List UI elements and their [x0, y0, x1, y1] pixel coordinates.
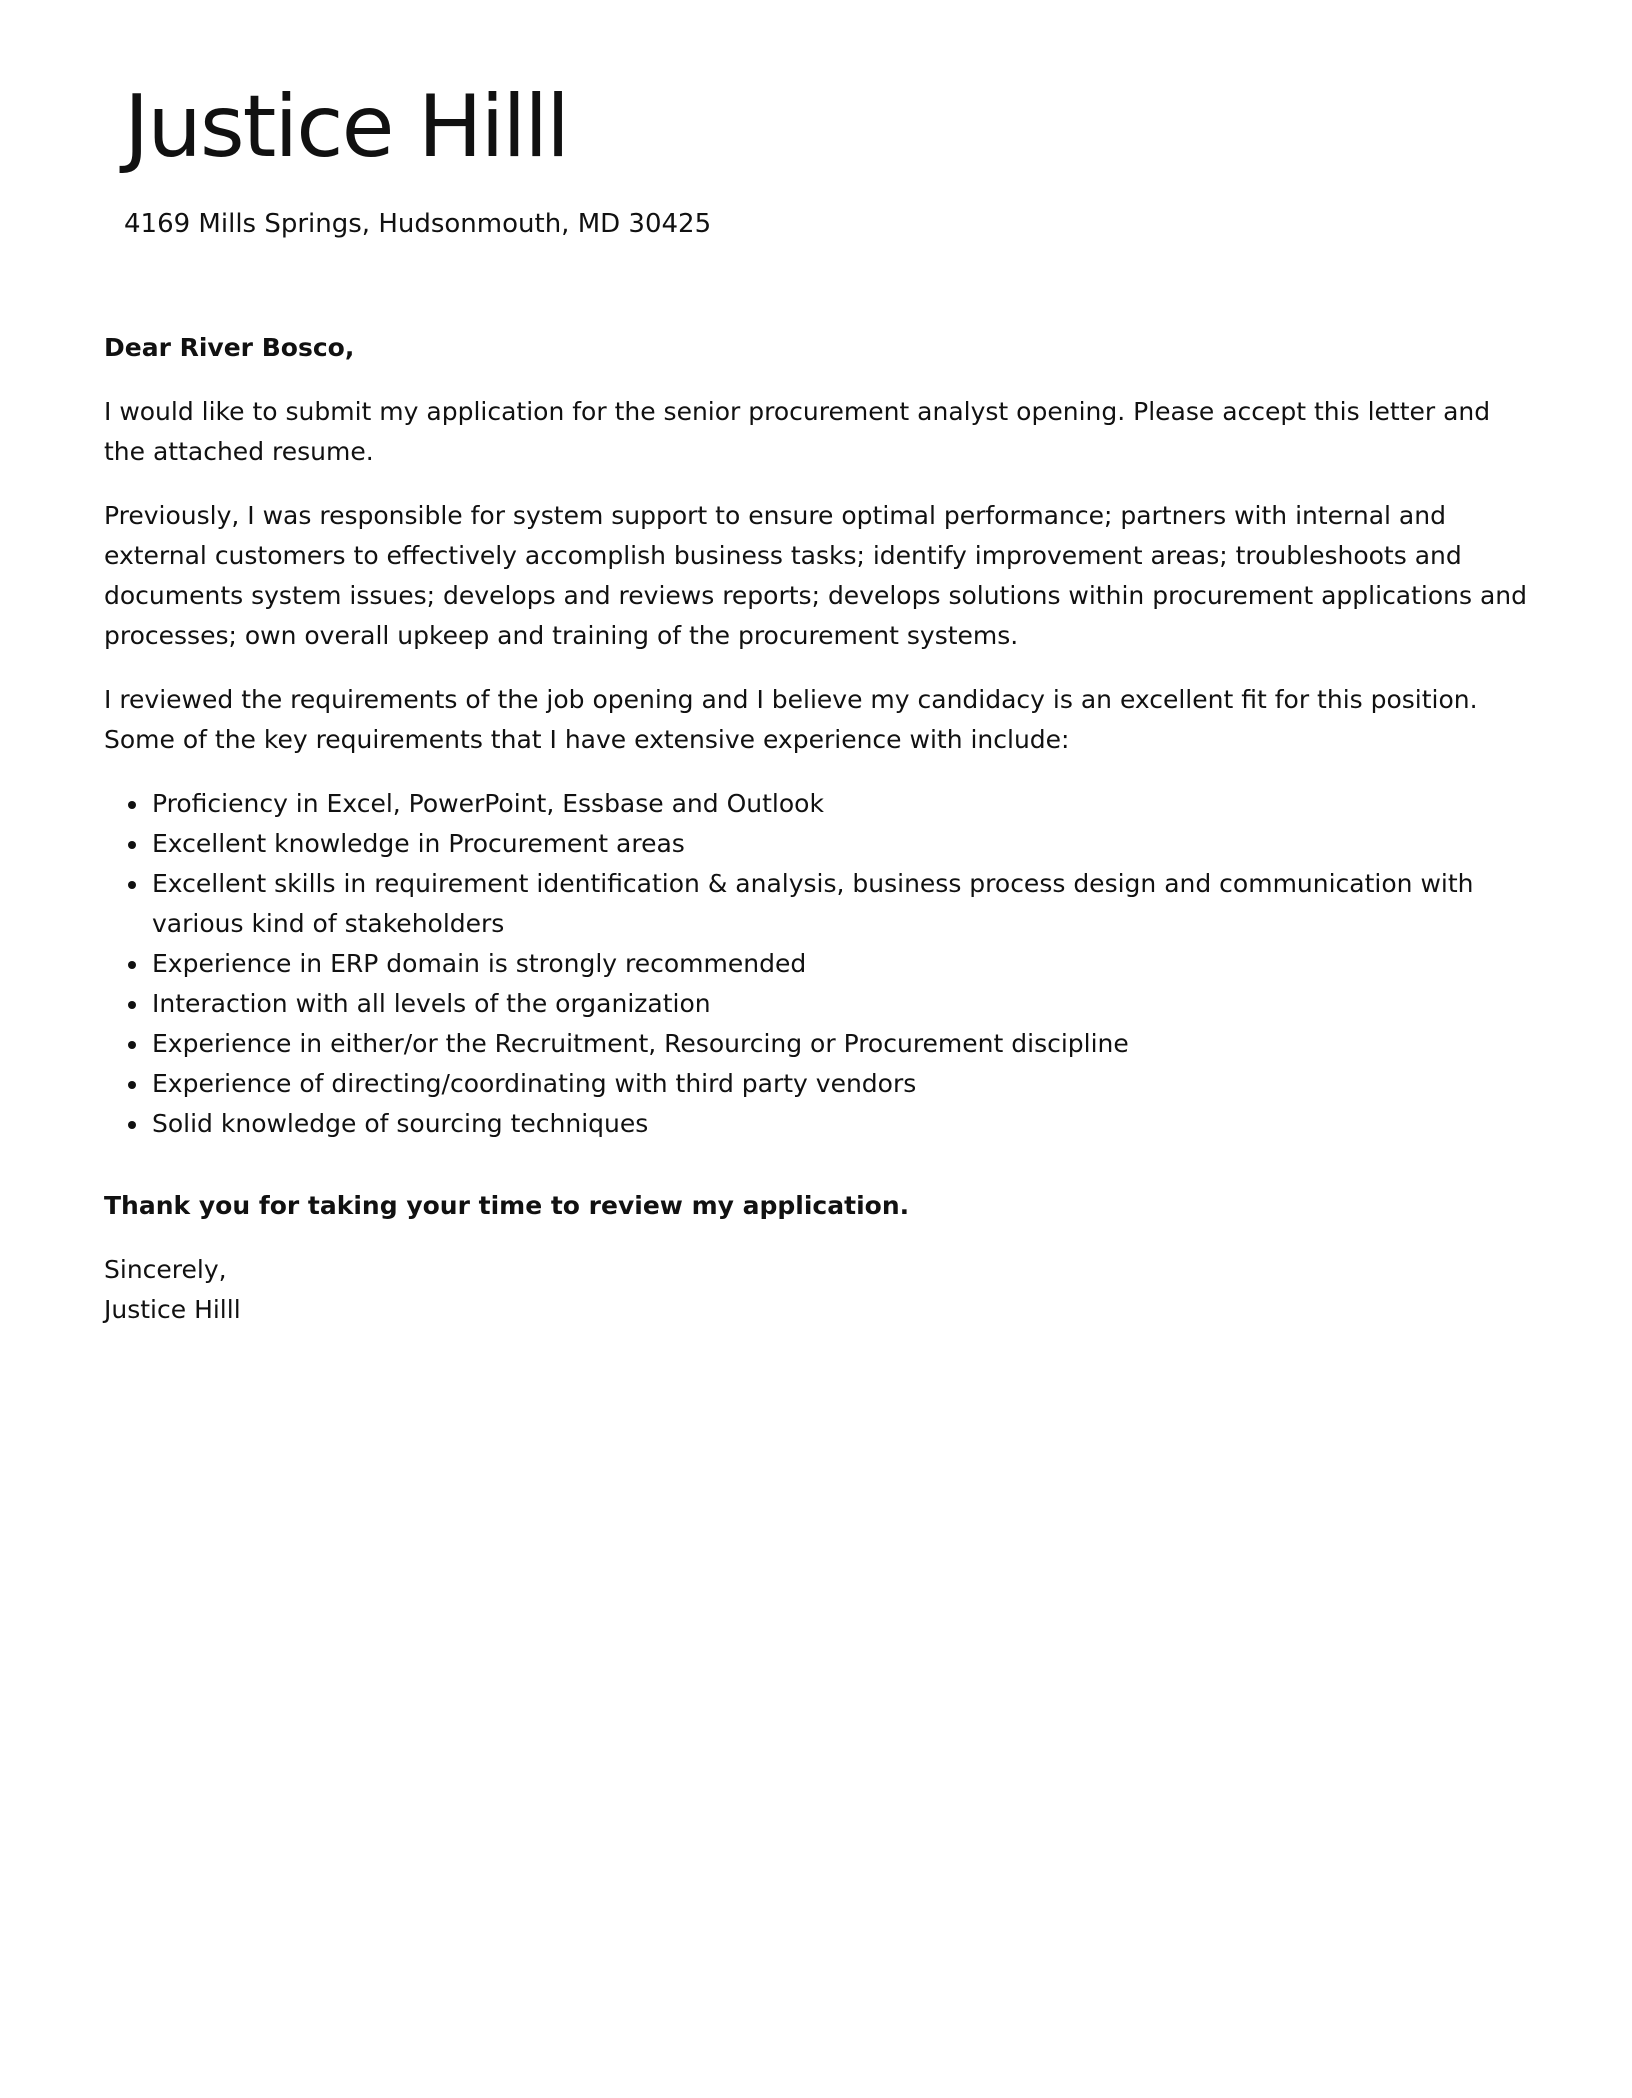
- list-item: Interaction with all levels of the organization: [152, 984, 1534, 1024]
- list-item: Excellent skills in requirement identification & analysis, business process design and communication with various kind of stakeholders: [152, 864, 1534, 944]
- applicant-address: 4169 Mills Springs, Hudsonmouth, MD 30425: [124, 209, 712, 239]
- bullet-icon: [128, 1001, 136, 1009]
- list-item: Experience in ERP domain is strongly recommended: [152, 944, 1534, 984]
- applicant-name: Justice Hilll: [124, 77, 569, 177]
- bullet-icon: [128, 841, 136, 849]
- paragraph-intro: I would like to submit my application for the senior procurement analyst opening. Please accept this letter and the attached resume.: [104, 397, 1491, 466]
- list-item: Solid knowledge of sourcing techniques: [152, 1104, 1534, 1144]
- salutation: Dear River Bosco,: [104, 333, 355, 362]
- signature: Justice Hilll: [104, 1295, 241, 1324]
- list-item: Experience in either/or the Recruitment, Resourcing or Procurement discipline: [152, 1024, 1534, 1064]
- list-item: Experience of directing/coordinating with third party vendors: [152, 1064, 1534, 1104]
- list-item: Excellent knowledge in Procurement areas: [152, 824, 1534, 864]
- paragraph-requirements: I reviewed the requirements of the job opening and I believe my candidacy is an excellent fit for this position. Some of the key requirements that I have extensive experience with include:: [104, 685, 1478, 754]
- bullet-icon: [128, 1081, 136, 1089]
- bullet-icon: [128, 1121, 136, 1129]
- bullet-icon: [128, 961, 136, 969]
- bullet-icon: [128, 1041, 136, 1049]
- letter-body: [104, 328, 1534, 1330]
- bullet-icon: [128, 801, 136, 809]
- requirements-list: [104, 784, 1534, 1144]
- list-item: Proficiency in Excel, PowerPoint, Essbase and Outlook: [152, 784, 1534, 824]
- signoff: Sincerely,: [104, 1255, 227, 1284]
- letter-header: [124, 72, 1524, 242]
- closing-line: Thank you for taking your time to review my application.: [104, 1191, 910, 1220]
- bullet-icon: [128, 881, 136, 889]
- paragraph-experience: Previously, I was responsible for system support to ensure optimal performance; partners with internal and external customers to effectively accomplish business tasks; identify improvement areas; troubleshoots and documents system issues; develops and reviews reports; develops solutions within procurement applications and processes; own overall upkeep and training of the procurement systems.: [104, 501, 1528, 650]
